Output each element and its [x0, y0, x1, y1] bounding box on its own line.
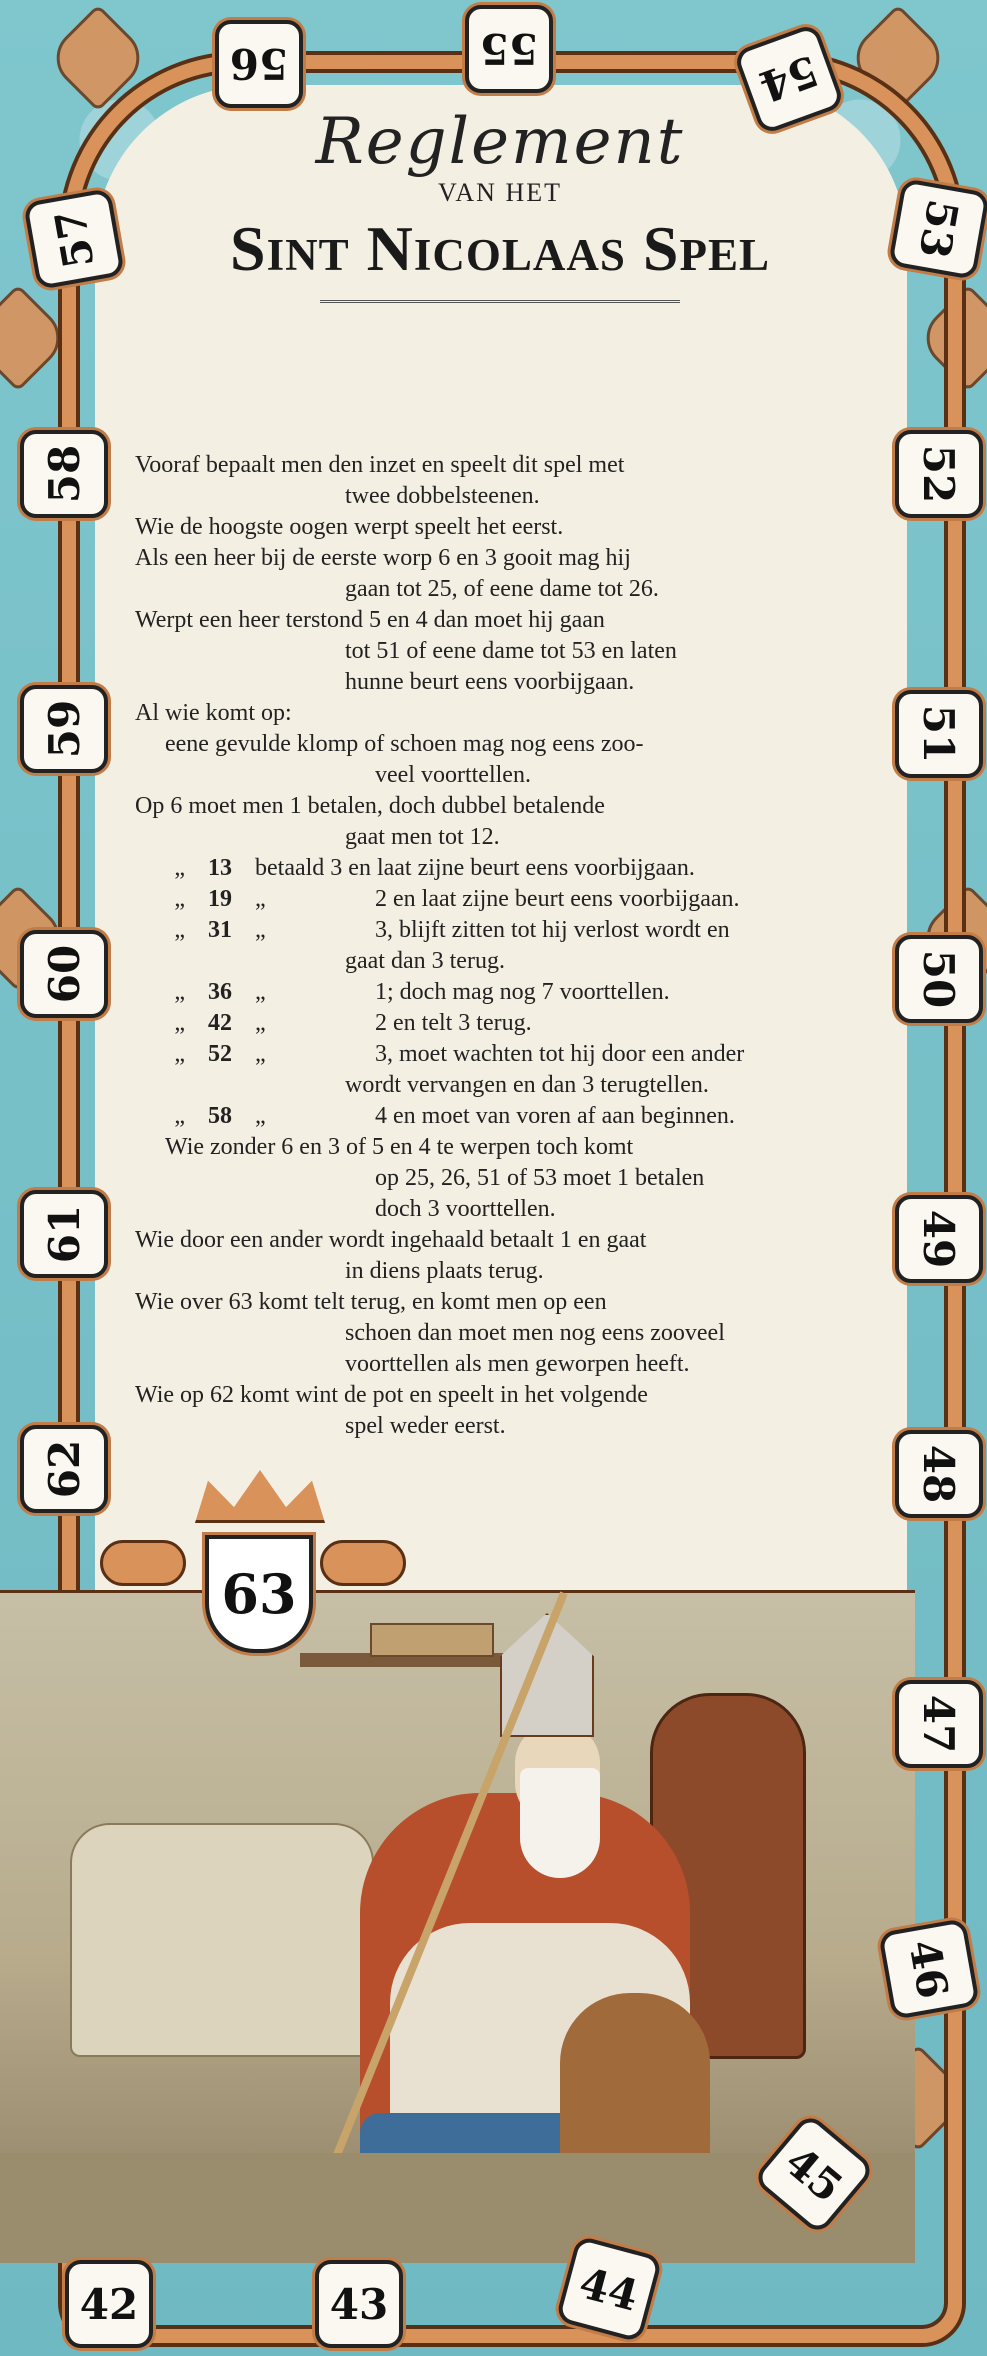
square-number: 61: [39, 1204, 89, 1264]
square-number: 45: [775, 2136, 853, 2212]
square-43[interactable]: [315, 2260, 403, 2348]
title-block: [100, 105, 900, 303]
square-number: 62: [39, 1439, 89, 1499]
square-number: 44: [574, 2257, 644, 2321]
square-46[interactable]: [878, 1918, 980, 2020]
divider: [320, 300, 680, 303]
square-52[interactable]: [895, 430, 983, 518]
square-50[interactable]: [895, 935, 983, 1023]
title-reglement: Reglement: [315, 105, 685, 179]
square-number: 43: [329, 2279, 389, 2329]
square-59[interactable]: [20, 685, 108, 773]
square-number: 60: [39, 944, 89, 1004]
square-60[interactable]: [20, 930, 108, 1018]
square-55[interactable]: [465, 5, 553, 93]
square-number: 47: [914, 1694, 964, 1754]
square-53[interactable]: [888, 178, 987, 280]
page-title: Sint Nicolaas Spel: [230, 213, 770, 284]
square-51[interactable]: [895, 690, 983, 778]
rule-42: „ 42 „ 2 en telt 3 terug.: [174, 1010, 532, 1036]
rule: Wie door een ander wordt ingehaald betaalt 1 en gaat in diens plaats terug.: [135, 1227, 647, 1284]
scroll-ornament: [100, 1540, 186, 1586]
rule: Wie op 62 komt wint de pot en speelt in het volgende spel weder eerst.: [135, 1382, 648, 1439]
rule: Op 6 moet men 1 betalen, doch dubbel betalende gaat men tot 12.: [135, 793, 605, 850]
square-62[interactable]: [20, 1425, 108, 1513]
square-56[interactable]: [215, 20, 303, 108]
saint-beard: [520, 1768, 600, 1878]
square-number: 49: [914, 1209, 964, 1269]
square-number: 54: [753, 45, 825, 113]
square-number: 55: [479, 24, 539, 74]
square-58[interactable]: [20, 430, 108, 518]
square-number: 42: [79, 2279, 139, 2329]
square-number: 63: [221, 1562, 297, 1626]
gift-table: [70, 1823, 374, 2057]
square-number: 46: [899, 1935, 959, 2003]
books: [370, 1623, 494, 1657]
square-number: 50: [914, 949, 964, 1009]
square-number: 57: [44, 205, 104, 273]
title-van-het: VAN HET: [437, 178, 563, 207]
square-49[interactable]: [895, 1195, 983, 1283]
square-number: 53: [909, 195, 969, 263]
rule: Wie over 63 komt telt terug, en komt men op een schoen dan moet men nog eens zooveel voorttellen als men geworpen heeft.: [135, 1289, 725, 1377]
rule: Vooraf bepaalt men den inzet en speelt dit spel met twee dobbelsteenen.: [135, 452, 625, 509]
rule-58: „ 58 „ 4 en moet van voren af aan beginnen.: [174, 1103, 735, 1129]
rule-52: „ 52 „ 3, moet wachten tot hij door een ander wordt vervangen en dan 3 terugtellen.: [174, 1041, 745, 1098]
scroll-ornament: [320, 1540, 406, 1586]
square-61[interactable]: [20, 1190, 108, 1278]
square-number: 51: [914, 704, 964, 764]
square-57[interactable]: [23, 188, 125, 290]
rule-31: „ 31 „ 3, blijft zitten tot hij verlost wordt en gaat dan 3 terug.: [174, 917, 730, 974]
square-number: 58: [39, 444, 89, 504]
square-number: 56: [229, 39, 289, 89]
rule-19: „ 19 „ 2 en laat zijne beurt eens voorbijgaan.: [174, 886, 740, 912]
rule: eene gevulde klomp of schoen mag nog eens zoo- veel voorttellen.: [165, 731, 644, 788]
square-number: 52: [914, 444, 964, 504]
rule: Wie zonder 6 en 3 of 5 en 4 te werpen toch komt op 25, 26, 51 of 53 moet 1 betalen doch 3 voorttellen.: [165, 1134, 705, 1222]
rules-text: [135, 450, 880, 1442]
square-number: 48: [914, 1444, 964, 1504]
rule: Als een heer bij de eerste worp 6 en 3 gooit mag hij gaan tot 25, of eene dame tot 26.: [135, 545, 659, 602]
square-47[interactable]: [895, 1680, 983, 1768]
rule: Wie de hoogste oogen werpt speelt het eerst.: [135, 514, 564, 540]
ornament: [0, 284, 72, 391]
square-48[interactable]: [895, 1430, 983, 1518]
rule: Werpt een heer terstond 5 en 4 dan moet hij gaan tot 51 of eene dame tot 53 en laten hunne beurt eens voorbijgaan.: [135, 607, 677, 695]
square-number: 59: [39, 699, 89, 759]
rule: Al wie komt op:: [135, 700, 292, 726]
rule-13: „ 13 betaald 3 en laat zijne beurt eens voorbijgaan.: [174, 855, 695, 881]
rule-36: „ 36 „ 1; doch mag nog 7 voorttellen.: [174, 979, 670, 1005]
square-63-goal[interactable]: [205, 1535, 313, 1653]
square-42[interactable]: [65, 2260, 153, 2348]
